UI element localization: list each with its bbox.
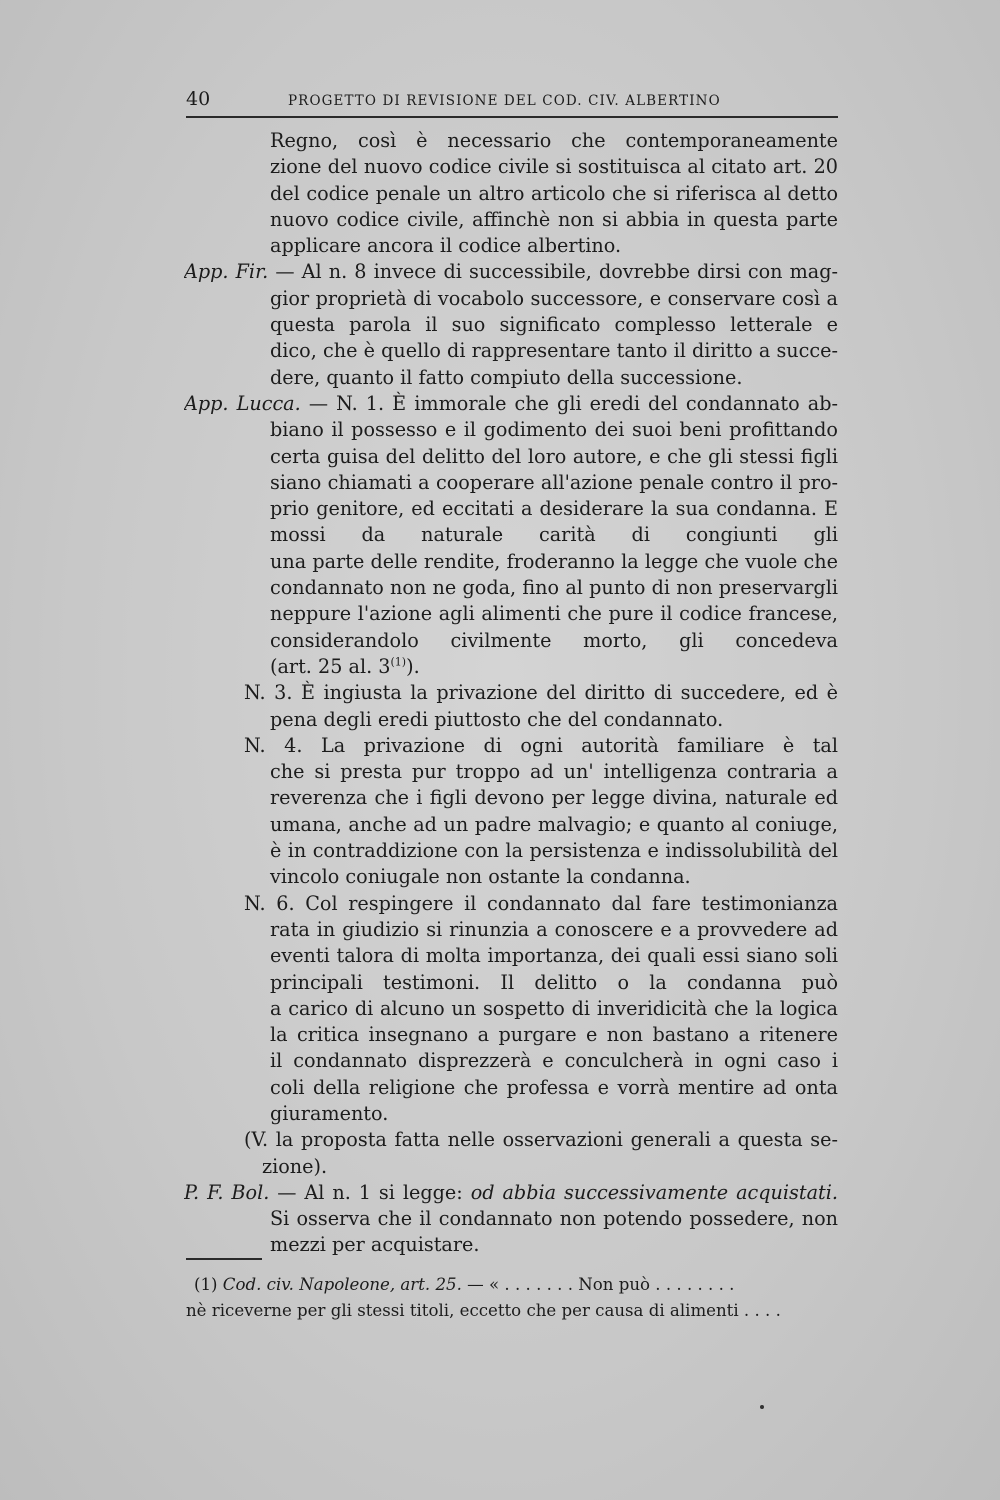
- text-line: nuovo codice civile, affinchè non si abbia in questa parte: [270, 207, 838, 231]
- running-title: PROGETTO DI REVISIONE DEL COD. CIV. ALBERTINO: [288, 93, 721, 109]
- text-line: gior proprietà di vocabolo successore, e conservare così a: [270, 286, 838, 310]
- text-line: certa guisa del delitto del loro autore, e che gli stessi figli: [270, 444, 838, 468]
- text-line: zione).: [262, 1154, 328, 1178]
- text-line: una parte delle rendite, froderanno la legge che vuole che: [270, 549, 838, 573]
- paragraph-label: App. Lucca.: [184, 391, 301, 415]
- footnote-line: nè riceverne per gli stessi titoli, eccetto che per causa di alimenti . . . .: [186, 1301, 781, 1320]
- paragraph-n4: [184, 733, 838, 891]
- text-line: è in contraddizione con la persistenza e indissolubilità del: [270, 839, 838, 863]
- paragraph-note-v: [184, 1127, 838, 1180]
- text-line: App. Fir. — Al n. 8 invece di successibile, dovrebbe dirsi con mag-: [184, 260, 838, 284]
- footnote-marker: (1): [194, 1275, 218, 1294]
- text-line: N. 4. La privazione di ogni autorità familiare è tal: [244, 733, 838, 757]
- text-line: (V. la proposta fatta nelle osservazioni generali a questa se-: [244, 1128, 838, 1152]
- footnotes: [186, 1272, 826, 1324]
- page-number: 40: [186, 88, 211, 110]
- header-rule: [186, 116, 838, 118]
- text-line: App. Lucca. — N. 1. È immorale che gli eredi del condannato ab-: [184, 391, 838, 415]
- text-line: condannato non ne goda, fino al punto di non preservargli: [270, 576, 838, 600]
- text-line: questa parola il suo significato complesso letterale e: [270, 313, 838, 337]
- text-line: coli della religione che professa e vorrà mentire ad onta: [270, 1075, 838, 1099]
- text-line: zione del nuovo codice civile si sostituisca al citato art. 20: [270, 155, 838, 179]
- footnote-source: Cod. civ. Napoleone, art. 25.: [222, 1275, 462, 1294]
- text-line: applicare ancora il codice albertino.: [270, 234, 622, 258]
- paragraph-regno: [184, 128, 838, 259]
- text-line: il condannato disprezzerà e conculcherà in ogni caso i: [270, 1049, 838, 1073]
- footnote-line: (1) Cod. civ. Napoleone, art. 25. — « . . . . . . . Non può . . . . . . . .: [194, 1275, 735, 1294]
- text-line: a carico di alcuno un sospetto di inveridicità che la logica: [270, 996, 838, 1020]
- paragraph-pf-bol: [184, 1180, 838, 1259]
- text-line: considerandolo civilmente morto, gli concedeva: [270, 628, 838, 652]
- text-line: neppure l'azione agli alimenti che pure il codice francese,: [270, 602, 838, 626]
- text-line: reverenza che i figli devono per legge divina, naturale ed: [270, 786, 838, 810]
- text-line: biano il possesso e il godimento dei suoi beni profittando: [270, 418, 838, 442]
- text-line: che si presta pur troppo ad un' intelligenza contraria a: [270, 760, 838, 784]
- paragraph-n6: [184, 891, 838, 1128]
- text-line: Regno, così è necessario che contemporaneamente: [270, 129, 838, 152]
- text-line: Si osserva che il condannato non potendo possedere, non: [270, 1207, 838, 1231]
- paragraph-app-lucca: [184, 391, 838, 680]
- paragraph-n3: [184, 680, 838, 733]
- text-line: rata in giudizio si rinunzia a conoscere e a provvedere ad: [270, 917, 838, 941]
- footnote-rule: [186, 1258, 262, 1260]
- text-line: mezzi per acquistare.: [270, 1233, 480, 1257]
- text-line: N. 3. È ingiusta la privazione del diritto di succedere, ed è: [244, 681, 838, 705]
- text-line: eventi talora di molta importanza, dei quali essi siano soli: [270, 944, 838, 968]
- text-line: la critica insegnano a purgare e non bastano a ritenere: [270, 1023, 838, 1047]
- text-line: umana, anche ad un padre malvagio; e quanto al coniuge,: [270, 812, 838, 836]
- ink-speck: [760, 1405, 764, 1409]
- paragraph-app-fir: [184, 259, 838, 390]
- text-line: principali testimoni. Il delitto o la condanna può: [270, 970, 838, 994]
- text-line: prio genitore, ed eccitati a desiderare la sua condanna. E: [270, 497, 838, 521]
- text-line: mossi da naturale carità di congiunti gli: [270, 523, 838, 547]
- text-line: vincolo coniugale non ostante la condanna.: [270, 865, 691, 889]
- footnote-reference: (1): [390, 655, 407, 669]
- text-line: del codice penale un altro articolo che si riferisca al detto: [270, 181, 838, 205]
- text-line: siano chiamati a cooperare all'azione penale contro il pro-: [270, 470, 838, 494]
- text-line: giuramento.: [270, 1101, 389, 1125]
- text-line: N. 6. Col respingere il condannato dal fare testimonianza: [244, 891, 838, 915]
- text-line: P. F. Bol. — Al n. 1 si legge: od abbia successivamente acquistati.: [184, 1180, 838, 1204]
- page-header: [186, 82, 836, 112]
- body-text: [184, 128, 838, 1259]
- text-line: (art. 25 al. 3$^{(1)}$).: [270, 654, 420, 678]
- paragraph-label: App. Fir.: [184, 260, 269, 284]
- paragraph-label: P. F. Bol.: [184, 1180, 270, 1204]
- text-line: pena degli eredi piuttosto che del condannato.: [270, 707, 724, 731]
- text-line: dico, che è quello di rappresentare tanto il diritto a succe-: [270, 339, 838, 363]
- text-line: dere, quanto il fatto compiuto della successione.: [270, 365, 743, 389]
